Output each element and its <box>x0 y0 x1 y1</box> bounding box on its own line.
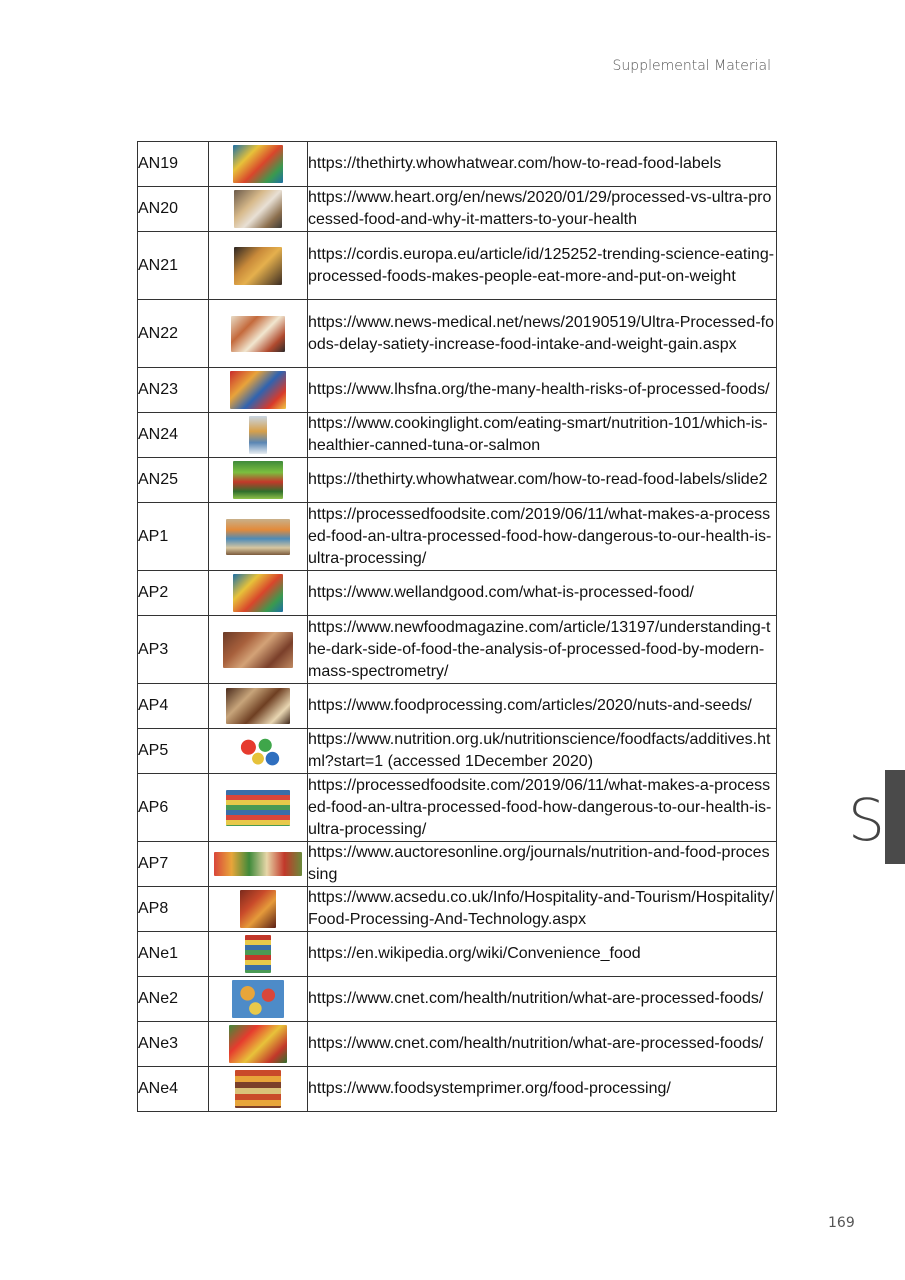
thumbnail-cell <box>209 977 308 1022</box>
thumbnail-cell <box>209 1067 308 1112</box>
food-photo-icon <box>226 790 290 826</box>
thumbnail-cell <box>209 887 308 932</box>
table-row <box>138 887 777 932</box>
row-url: https://www.lhsfna.org/the-many-health-risks-of-processed-foods/ <box>308 368 777 413</box>
thumbnail-cell <box>209 616 308 684</box>
thumbnail-cell <box>209 684 308 729</box>
food-photo-icon <box>226 688 290 724</box>
row-code: AN25 <box>138 458 209 503</box>
thumbnail-cell <box>209 729 308 774</box>
thumbnail-cell <box>209 774 308 842</box>
row-code: AP2 <box>138 571 209 616</box>
food-photo-icon <box>235 1070 281 1108</box>
food-photo-icon <box>230 371 286 409</box>
row-code: AP6 <box>138 774 209 842</box>
table-row <box>138 842 777 887</box>
food-photo-icon <box>249 416 267 454</box>
row-url: https://www.cnet.com/health/nutrition/what-are-processed-foods/ <box>308 977 777 1022</box>
food-photo-icon <box>226 519 290 555</box>
food-photo-icon <box>231 316 285 352</box>
row-code: AN23 <box>138 368 209 413</box>
thumbnail-cell <box>209 458 308 503</box>
row-url: https://www.cnet.com/health/nutrition/what-are-processed-foods/ <box>308 1022 777 1067</box>
row-code: AN22 <box>138 300 209 368</box>
table-row <box>138 729 777 774</box>
row-code: AP8 <box>138 887 209 932</box>
thumbnail-cell <box>209 1022 308 1067</box>
row-url: https://thethirty.whowhatwear.com/how-to-read-food-labels <box>308 142 777 187</box>
row-code: ANe1 <box>138 932 209 977</box>
food-photo-icon <box>234 247 282 285</box>
row-url: https://www.foodprocessing.com/articles/2020/nuts-and-seeds/ <box>308 684 777 729</box>
row-code: AN20 <box>138 187 209 232</box>
thumbnail-cell <box>209 142 308 187</box>
food-photo-icon <box>234 190 282 228</box>
row-url: https://www.acsedu.co.uk/Info/Hospitality-and-Tourism/Hospitality/Food-Processing-And-Technology.aspx <box>308 887 777 932</box>
reference-table <box>137 141 777 1112</box>
running-header: Supplemental Material <box>612 58 771 74</box>
thumbnail-cell <box>209 932 308 977</box>
food-photo-icon <box>233 461 283 499</box>
thumbnail-cell <box>209 571 308 616</box>
row-url: https://www.newfoodmagazine.com/article/13197/understanding-the-dark-side-of-food-the-analysis-of-processed-food-by-modern-mass-spectrometry/ <box>308 616 777 684</box>
table-row <box>138 368 777 413</box>
food-photo-icon <box>233 574 283 612</box>
row-url: https://www.wellandgood.com/what-is-processed-food/ <box>308 571 777 616</box>
thumbnail-cell <box>209 503 308 571</box>
page-number: 169 <box>828 1215 855 1231</box>
thumbnail-cell <box>209 368 308 413</box>
thumbnail-cell <box>209 300 308 368</box>
thumbnail-cell <box>209 232 308 300</box>
food-photo-icon <box>214 852 302 876</box>
row-code: AP3 <box>138 616 209 684</box>
table-row <box>138 503 777 571</box>
row-url: https://www.nutrition.org.uk/nutritionscience/foodfacts/additives.html?start=1 (accessed 1December 2020) <box>308 729 777 774</box>
table-row <box>138 413 777 458</box>
row-url: https://www.news-medical.net/news/20190519/Ultra-Processed-foods-delay-satiety-increase-food-intake-and-weight-gain.aspx <box>308 300 777 368</box>
food-photo-icon <box>232 980 284 1018</box>
table-row <box>138 187 777 232</box>
row-code: AN19 <box>138 142 209 187</box>
row-code: ANe2 <box>138 977 209 1022</box>
food-photo-icon <box>234 732 282 770</box>
row-code: AN24 <box>138 413 209 458</box>
row-url: https://www.cookinglight.com/eating-smart/nutrition-101/which-is-healthier-canned-tuna-or-salmon <box>308 413 777 458</box>
table-row <box>138 458 777 503</box>
thumbnail-cell <box>209 187 308 232</box>
table-row <box>138 684 777 729</box>
row-code: AP1 <box>138 503 209 571</box>
row-code: ANe4 <box>138 1067 209 1112</box>
row-url: https://processedfoodsite.com/2019/06/11/what-makes-a-processed-food-an-ultra-processed-food-how-dangerous-to-our-health-is-ultra-processing/ <box>308 503 777 571</box>
section-letter: S <box>848 786 885 854</box>
table-row <box>138 571 777 616</box>
row-code: AP5 <box>138 729 209 774</box>
row-url: https://thethirty.whowhatwear.com/how-to-read-food-labels/slide2 <box>308 458 777 503</box>
row-code: AN21 <box>138 232 209 300</box>
table-row <box>138 616 777 684</box>
food-photo-icon <box>229 1025 287 1063</box>
table-row <box>138 1022 777 1067</box>
row-url: https://processedfoodsite.com/2019/06/11/what-makes-a-processed-food-an-ultra-processed-food-how-dangerous-to-our-health-is-ultra-processing/ <box>308 774 777 842</box>
table-row <box>138 232 777 300</box>
row-code: AP4 <box>138 684 209 729</box>
row-url: https://cordis.europa.eu/article/id/125252-trending-science-eating-processed-foods-makes-people-eat-more-and-put-on-weight <box>308 232 777 300</box>
table-row <box>138 1067 777 1112</box>
food-photo-icon <box>245 935 271 973</box>
thumbnail-cell <box>209 842 308 887</box>
section-tab <box>885 770 905 864</box>
row-code: AP7 <box>138 842 209 887</box>
row-code: ANe3 <box>138 1022 209 1067</box>
row-url: https://www.foodsystemprimer.org/food-processing/ <box>308 1067 777 1112</box>
food-photo-icon <box>233 145 283 183</box>
table-row <box>138 300 777 368</box>
table-row <box>138 977 777 1022</box>
table-row <box>138 142 777 187</box>
thumbnail-cell <box>209 413 308 458</box>
row-url: https://www.auctoresonline.org/journals/nutrition-and-food-processing <box>308 842 777 887</box>
row-url: https://www.heart.org/en/news/2020/01/29/processed-vs-ultra-processed-food-and-why-it-matters-to-your-health <box>308 187 777 232</box>
food-photo-icon <box>223 632 293 668</box>
table-row <box>138 774 777 842</box>
food-photo-icon <box>240 890 276 928</box>
table-row <box>138 932 777 977</box>
row-url: https://en.wikipedia.org/wiki/Convenience_food <box>308 932 777 977</box>
